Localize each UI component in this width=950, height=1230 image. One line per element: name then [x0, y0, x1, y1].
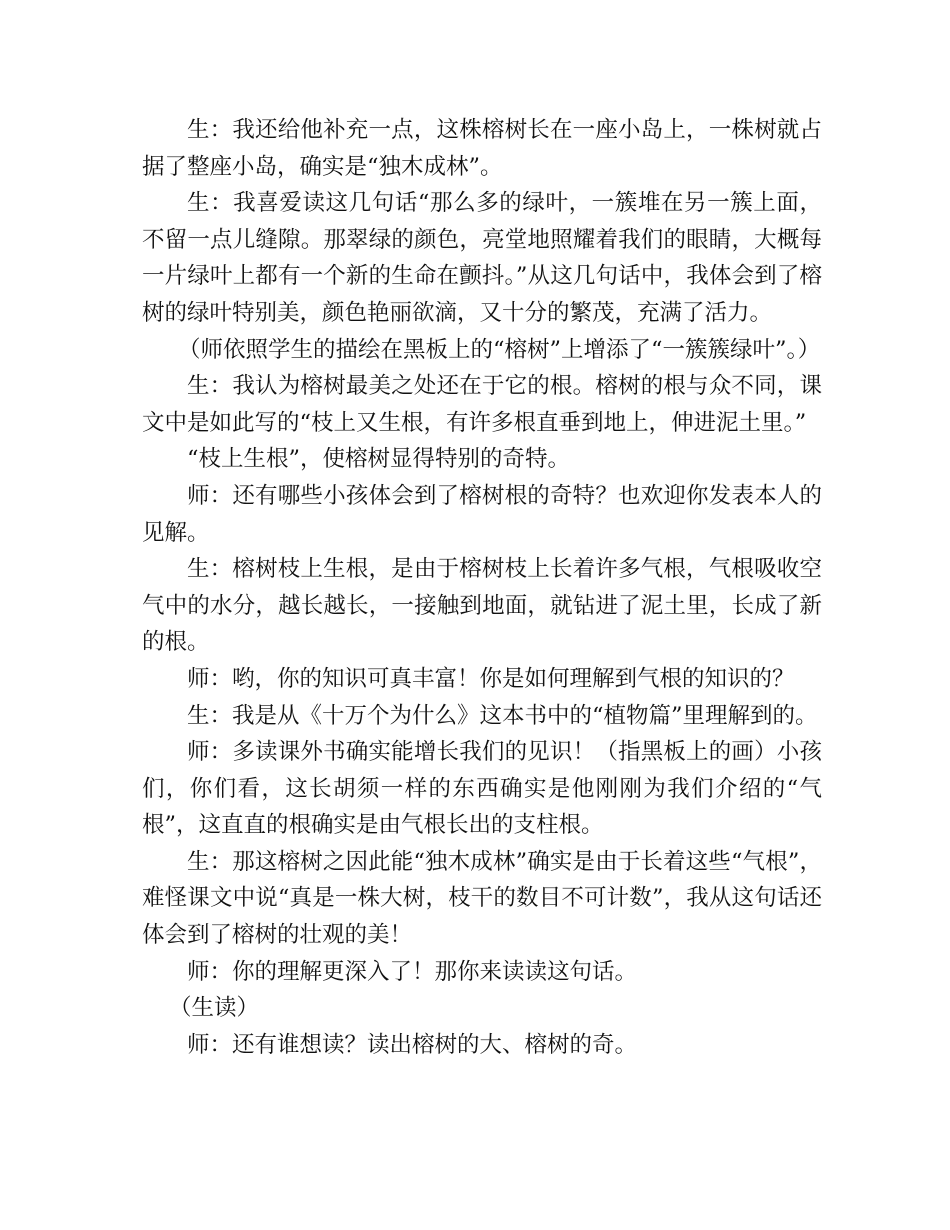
paragraph-student-roots: 生：我认为榕树最美之处还在于它的根。榕树的根与众不同，课文中是如此写的“枝上又生根，有许多根直垂到地上，伸进泥土里。”	[142, 373, 822, 436]
paragraph-teacher-question-roots: 师：还有哪些小孩体会到了榕树根的奇特？也欢迎你发表本人的见解。	[142, 482, 822, 546]
paragraph-student-reads: （生读）	[169, 995, 260, 1022]
paragraph-teacher-who-else: 师：还有谁想读？读出榕树的大、榕树的奇。	[187, 1031, 638, 1058]
paragraph-teacher-note-leaves: （师依照学生的描绘在黑板上的“榕树”上增添了“一簇簇绿叶”。）	[178, 336, 821, 363]
paragraph-teacher-reading: 师：多读课外书确实能增长我们的见识！（指黑板上的画）小孩们，你们看，这长胡须一样的东西确实是他刚刚为我们介绍的“气根”，这直直的根确实是由气根长出的支柱根。	[142, 739, 822, 839]
paragraph-roots-quote: “枝上生根”，使榕树显得特别的奇特。	[187, 446, 571, 473]
document-body	[142, 112, 822, 1063]
paragraph-student-green-leaves: 生：我喜爱读这几句话“那么多的绿叶，一簇堆在另一簇上面，不留一点儿缝隙。那翠绿的颜色，亮堂地照耀着我们的眼睛，大概每一片绿叶上都有一个新的生命在颤抖。”从这几句话中，我体会到了榕树的绿叶特别美，颜色艳丽欲滴，又十分的繁茂，充满了活力。	[142, 190, 822, 326]
paragraph-student-island: 生：我还给他补充一点，这株榕树长在一座小岛上，一株树就占据了整座小岛，确实是“独木成林”。	[142, 117, 822, 180]
paragraph-student-forest: 生：那这榕树之因此能“独木成林”确实是由于长着这些“气根”，难怪课文中说“真是一株大树，枝干的数目不可计数”，我从这句话还体会到了榕树的壮观的美！	[142, 848, 822, 949]
paragraph-teacher-read-sentence: 师：你的理解更深入了！那你来读读这句话。	[187, 958, 638, 985]
paragraph-student-book: 生：我是从《十万个为什么》这本书中的“植物篇”里理解到的。	[187, 702, 818, 729]
paragraph-teacher-knowledge: 师：哟，你的知识可真丰富！你是如何理解到气根的知识的？	[187, 665, 795, 692]
paragraph-student-aerial-roots: 生：榕树枝上生根，是由于榕树枝上长着许多气根，气根吸收空气中的水分，越长越长，一接触到地面，就钻进了泥土里，长成了新的根。	[142, 556, 822, 656]
